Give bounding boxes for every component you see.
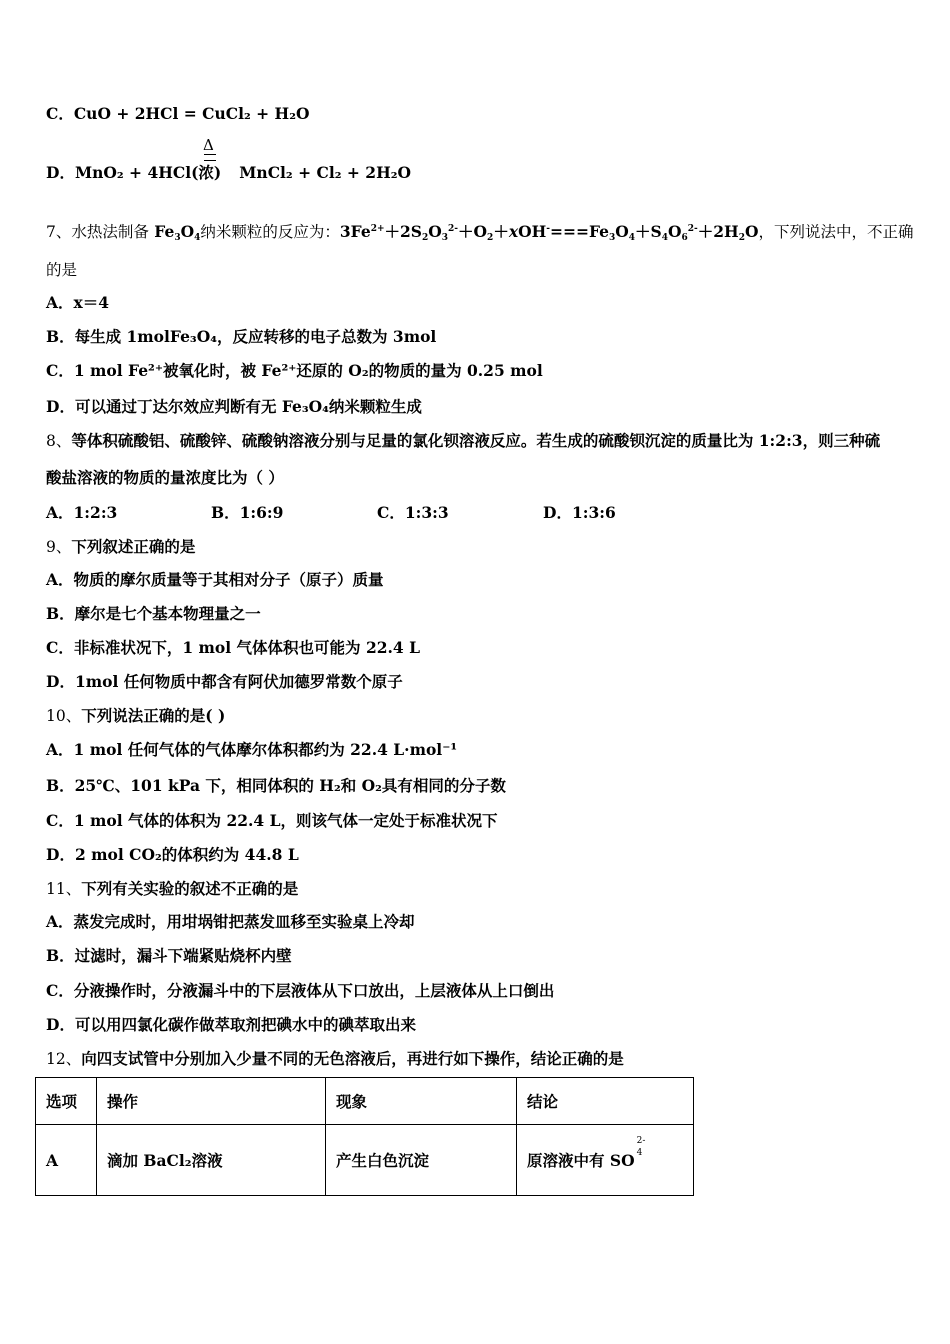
q7-option-b: B．每生成 1molFe₃O₄，反应转移的电子总数为 3mol xyxy=(46,327,437,346)
cell-conclusion xyxy=(517,1125,694,1196)
q7-stem-line2: 的是 xyxy=(46,261,78,279)
q8-option-b: B．1:6:9 xyxy=(211,503,284,522)
header-operation: 操作 xyxy=(97,1078,326,1125)
q9-option-c: C．非标准状况下，1 mol 气体体积也可能为 22.4 L xyxy=(46,638,420,657)
q7-number: 7、 xyxy=(46,223,72,241)
q8-stem-line1 xyxy=(46,429,880,451)
q7-option-c: C．1 mol Fe²⁺被氧化时，被 Fe²⁺还原的 O₂的物质的量为 0.25 mol xyxy=(46,361,543,380)
option-d-prev-left: D．MnO₂ + 4HCl(浓) xyxy=(46,163,222,182)
q10-option-b: B．25℃、101 kPa 下，相同体积的 H₂和 O₂具有相同的分子数 xyxy=(46,776,506,795)
option-d-prev xyxy=(46,161,411,183)
q11-number: 11、 xyxy=(46,880,82,898)
q7-stem-end: ，下列说法中，不正确 xyxy=(758,223,914,241)
q10-option-d: D．2 mol CO₂的体积约为 44.8 L xyxy=(46,845,299,864)
table-header-row xyxy=(36,1078,694,1125)
q7-option-d: D．可以通过丁达尔效应判断有无 Fe₃O₄纳米颗粒生成 xyxy=(46,397,422,416)
header-option: 选项 xyxy=(36,1078,97,1125)
q10-stem-text: 下列说法正确的是( ) xyxy=(81,706,226,725)
q11-option-c: C．分液操作时，分液漏斗中的下层液体从下口放出，上层液体从上口倒出 xyxy=(46,981,555,1000)
q8-option-c: C．1:3:3 xyxy=(377,503,449,522)
q9-option-d: D．1mol 任何物质中都含有阿伏加德罗常数个原子 xyxy=(46,672,403,691)
cell-phenomenon: 产生白色沉淀 xyxy=(326,1125,517,1196)
q8-stem-text: 等体积硫酸铝、硫酸锌、硫酸钠溶液分别与足量的氯化钡溶液反应。若生成的硫酸钡沉淀的质量比为 1:2:3，则三种硫 xyxy=(71,431,881,450)
table-row xyxy=(36,1125,694,1196)
q8-stem-line2: 酸盐溶液的物质的量浓度比为（ ） xyxy=(46,468,284,487)
q12-number: 12、 xyxy=(46,1050,82,1068)
option-c-prev: C．CuO + 2HCl = CuCl₂ + H₂O xyxy=(46,104,310,123)
cell-operation: 滴加 BaCl₂溶液 xyxy=(97,1125,326,1196)
q9-stem-text: 下列叙述正确的是 xyxy=(71,537,196,556)
q11-option-d: D．可以用四氯化碳作做萃取剂把碘水中的碘萃取出来 xyxy=(46,1015,416,1034)
q10-number: 10、 xyxy=(46,707,82,725)
q12-stem xyxy=(46,1047,624,1069)
q10-option-c: C．1 mol 气体的体积为 22.4 L，则该气体一定处于标准状况下 xyxy=(46,811,498,830)
ion-subscript: 4 xyxy=(636,1148,643,1158)
q8-option-a: A．1:2:3 xyxy=(46,503,118,522)
q11-option-a: A．蒸发完成时，用坩埚钳把蒸发皿移至实验桌上冷却 xyxy=(46,912,415,931)
q11-stem-text: 下列有关实验的叙述不正确的是 xyxy=(81,879,299,898)
q11-option-b: B．过滤时，漏斗下端紧贴烧杯内壁 xyxy=(46,946,292,965)
heat-symbol: Δ xyxy=(203,136,214,154)
header-conclusion: 结论 xyxy=(517,1078,694,1125)
q11-stem xyxy=(46,877,298,899)
q12-table xyxy=(35,1077,694,1196)
q12-stem-text: 向四支试管中分别加入少量不同的无色溶液后，再进行如下操作，结论正确的是 xyxy=(81,1049,624,1068)
q7-stem: 7、水热法制备 $Fe_3O_4$纳米颗粒的反应为：$3Fe^{2+}+2S_2O_3^{2-}+O_2+xOH^-===Fe_3O_4+S_4O_6^{2-}+2H_2O$，下列说法中，不正确 xyxy=(46,222,914,243)
q7-option-a: A．x＝4 xyxy=(46,293,110,312)
q9-stem xyxy=(46,535,195,557)
q7-stem-tail: 纳米颗粒的反应为： xyxy=(200,223,340,241)
q8-option-d: D．1:3:6 xyxy=(543,503,616,522)
q8-number: 8、 xyxy=(46,432,72,450)
q9-option-b: B．摩尔是七个基本物理量之一 xyxy=(46,604,261,623)
equals-sign xyxy=(204,154,216,161)
ion-charge: 2- xyxy=(636,1136,646,1146)
cell-option: A xyxy=(36,1125,97,1196)
option-d-prev-right: MnCl₂ + Cl₂ + 2H₂O xyxy=(239,163,411,182)
q10-option-a: A．1 mol 任何气体的气体摩尔体积都约为 22.4 L·mol⁻¹ xyxy=(46,740,458,759)
q9-option-a: A．物质的摩尔质量等于其相对分子（原子）质量 xyxy=(46,570,384,589)
sulfate-ion-scripts xyxy=(635,1136,649,1166)
q9-number: 9、 xyxy=(46,538,72,556)
q7-stem-prefix: 水热法制备 xyxy=(71,223,149,241)
header-phenomenon: 现象 xyxy=(326,1078,517,1125)
q10-stem xyxy=(46,704,225,726)
conclusion-text: 原溶液中有 SO xyxy=(527,1151,635,1170)
